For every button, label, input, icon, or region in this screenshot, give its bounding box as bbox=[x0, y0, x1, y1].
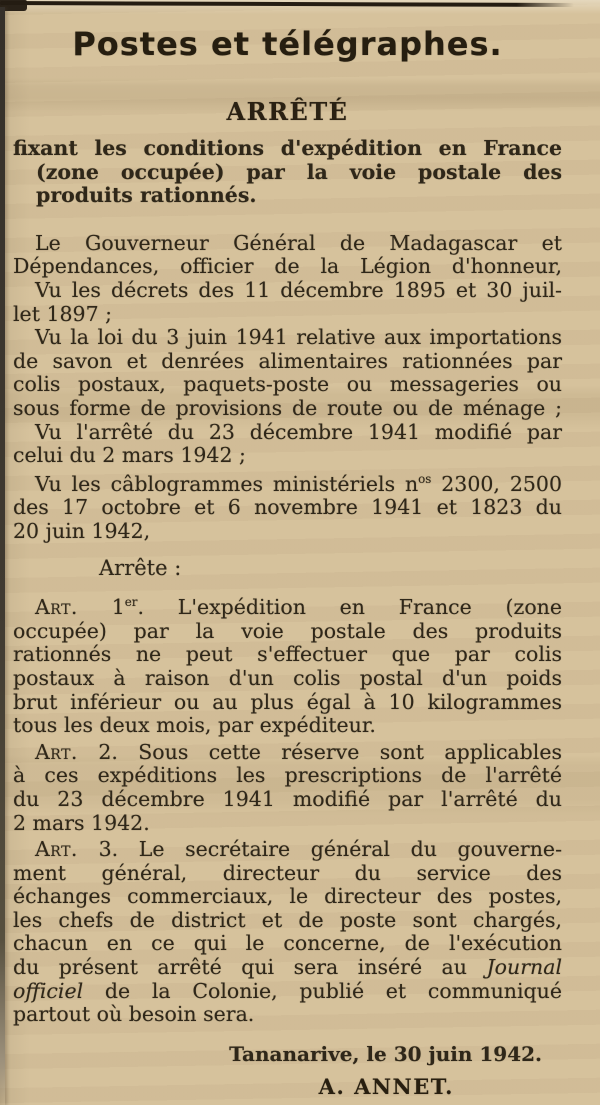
preamble-vu-decrets bbox=[13, 279, 562, 326]
text-line bbox=[13, 326, 562, 350]
text-line bbox=[13, 788, 562, 812]
text-segment: fixant les conditions d'expédition en France bbox=[13, 136, 562, 160]
article-1 bbox=[13, 591, 562, 737]
text-line bbox=[13, 591, 562, 619]
text-line bbox=[13, 1003, 562, 1027]
text-segment: 2 mars 1942. bbox=[13, 810, 150, 835]
text-segment: Art. bbox=[35, 739, 78, 764]
text-segment: 2. Sous cette réserve sont applicables bbox=[77, 739, 562, 764]
enactment-word: Arrête : bbox=[99, 556, 182, 581]
decree-subject bbox=[13, 137, 562, 208]
text-segment: ment général, directeur du service des bbox=[13, 860, 562, 885]
text-segment: Le Gouverneur Général de Madagascar et bbox=[35, 230, 562, 255]
text-line bbox=[13, 885, 562, 909]
text-segment: chacun en ce qui le concerne, de l'exécution bbox=[13, 931, 562, 956]
text-segment: occupée) par la voie postale des produits bbox=[13, 618, 562, 643]
text-line bbox=[13, 812, 562, 836]
section-title: Postes et télégraphes. bbox=[72, 25, 503, 63]
text-line bbox=[13, 421, 562, 445]
text-line bbox=[13, 956, 562, 980]
text-segment: échanges commerciaux, le directeur des postes, bbox=[13, 884, 562, 909]
text-line bbox=[13, 714, 562, 738]
text-segment: Journal bbox=[486, 955, 562, 980]
text-line bbox=[13, 350, 562, 374]
text-segment: rationnés ne peut s'effectuer que par colis bbox=[13, 642, 562, 667]
text-line bbox=[13, 741, 562, 765]
signoff-block bbox=[13, 1043, 562, 1099]
text-segment: Dépendances, officier de la Légion d'honneur, bbox=[13, 254, 562, 279]
text-line bbox=[13, 862, 562, 886]
text-line bbox=[13, 838, 562, 862]
text-line bbox=[13, 764, 562, 788]
text-segment: à ces expéditions les prescriptions de l'arrêté bbox=[13, 763, 562, 788]
text-line bbox=[13, 909, 562, 933]
decree-articles bbox=[13, 591, 562, 1027]
text-segment: os bbox=[418, 471, 432, 486]
text-segment: postaux à raison d'un colis postal d'un poids bbox=[13, 665, 562, 690]
text-line bbox=[13, 397, 562, 421]
text-segment: des 17 octobre et 6 novembre 1941 et 1823 du bbox=[13, 495, 562, 520]
text-segment: Vu l'arrêté du 23 décembre 1941 modifié par bbox=[35, 419, 562, 444]
text-segment: brut inférieur ou au plus égal à 10 kilogrammes bbox=[13, 689, 562, 714]
text-line bbox=[13, 303, 562, 327]
text-segment: 1 bbox=[77, 595, 125, 620]
decree-heading: ARRÊTÉ bbox=[226, 97, 349, 126]
place-date: Tananarive, le 30 juin 1942. bbox=[229, 1041, 542, 1066]
text-line bbox=[13, 279, 562, 303]
text-segment: . L'expédition en France (zone bbox=[137, 595, 562, 620]
text-segment: 20 juin 1942, bbox=[13, 518, 151, 543]
text-segment: Art. bbox=[35, 595, 78, 620]
text-segment: tous les deux mois, par expéditeur. bbox=[13, 713, 376, 738]
text-line bbox=[13, 520, 562, 544]
text-line bbox=[13, 137, 562, 161]
text-line bbox=[13, 161, 562, 185]
text-segment: partout où besoin sera. bbox=[13, 1002, 255, 1027]
text-line bbox=[13, 932, 562, 956]
preamble-vu-arrete bbox=[13, 421, 562, 468]
text-segment: colis postaux, paquets-poste ou messageries ou bbox=[13, 372, 562, 397]
text-segment: Art. bbox=[35, 837, 78, 862]
text-segment: 2300, 2500 bbox=[431, 471, 562, 496]
text-segment: de savon et denrées alimentaires rationnées par bbox=[13, 348, 562, 373]
text-line bbox=[13, 184, 562, 208]
text-line bbox=[13, 643, 562, 667]
text-line bbox=[13, 691, 562, 715]
page-left-edge-shadow bbox=[0, 7, 5, 1105]
article-3 bbox=[13, 838, 562, 1027]
text-line bbox=[13, 373, 562, 397]
preamble-vu-cablogrammes bbox=[13, 468, 562, 544]
text-line bbox=[13, 620, 562, 644]
text-line bbox=[13, 232, 562, 256]
text-line bbox=[13, 255, 562, 279]
text-segment: sous forme de provisions de route ou de ménage ; bbox=[13, 395, 562, 420]
page-content bbox=[13, 0, 562, 1099]
text-segment: officiel bbox=[13, 978, 84, 1003]
text-segment: les chefs de district et de poste sont chargés, bbox=[13, 907, 562, 932]
text-segment: 3. Le secrétaire général du gouverne- bbox=[77, 837, 562, 862]
decree-preamble bbox=[13, 232, 562, 544]
preamble-authority bbox=[13, 232, 562, 279]
text-segment: du présent arrêté qui sera inséré au bbox=[13, 955, 487, 980]
text-line bbox=[13, 667, 562, 691]
decree-subject-paragraph bbox=[13, 137, 562, 208]
text-segment: er bbox=[124, 595, 138, 610]
text-segment: (zone occupée) par la voie postale des bbox=[36, 159, 562, 184]
text-line bbox=[13, 444, 562, 468]
text-segment: Vu les décrets des 11 décembre 1895 et 30 juil- bbox=[35, 277, 562, 302]
text-line bbox=[13, 980, 562, 1004]
text-segment: du 23 décembre 1941 modifié par l'arrêté du bbox=[13, 786, 562, 811]
text-segment: let 1897 ; bbox=[13, 301, 113, 326]
text-segment: de la Colonie, publié et communiqué bbox=[83, 978, 562, 1003]
article-2 bbox=[13, 741, 562, 835]
text-line bbox=[13, 496, 562, 520]
text-segment: produits rationnés. bbox=[36, 183, 257, 208]
text-segment: Vu les câblogrammes ministériels n bbox=[35, 471, 419, 496]
preamble-vu-loi bbox=[13, 326, 562, 420]
text-segment: Vu la loi du 3 juin 1941 relative aux importations bbox=[35, 325, 562, 350]
text-line bbox=[13, 468, 562, 496]
text-segment: celui du 2 mars 1942 ; bbox=[13, 443, 246, 468]
signature: A. ANNET. bbox=[318, 1073, 454, 1099]
